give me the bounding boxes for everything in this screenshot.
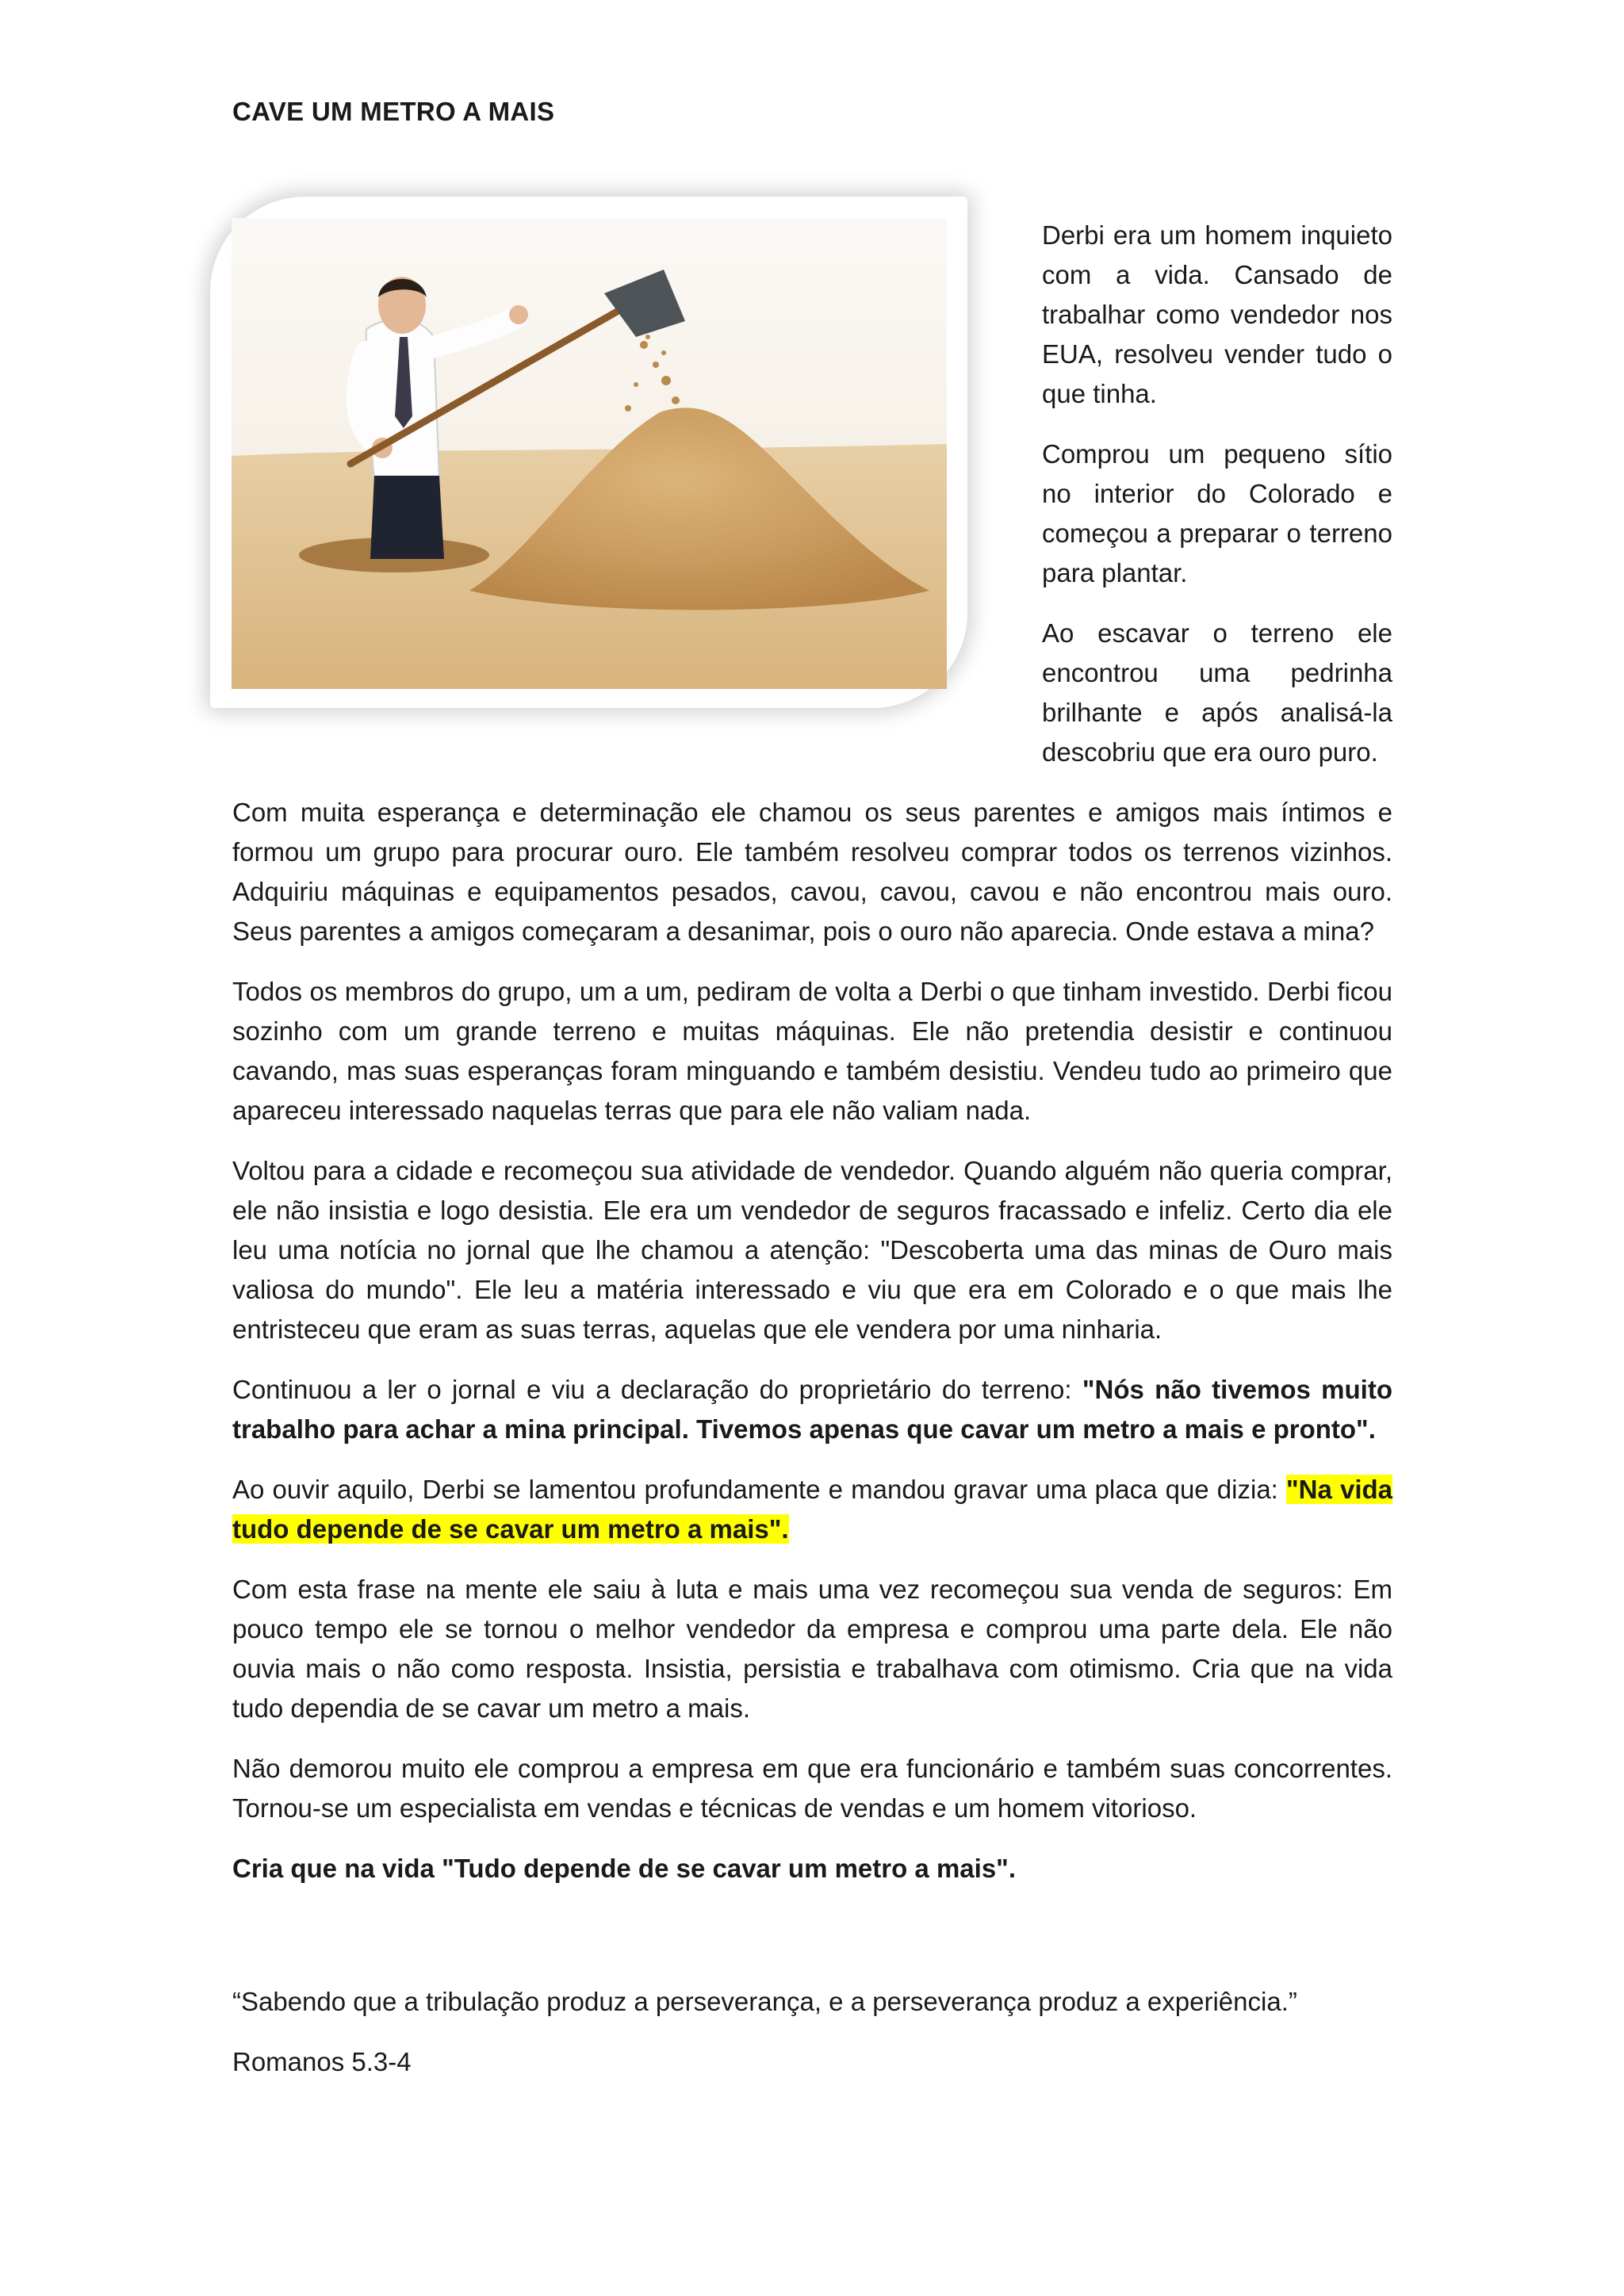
- intro-paragraph-1: Derbi era um homem inquieto com a vida. Cansado de trabalhar como vendedor nos EUA, resolveu vender tudo o que tinha.: [1042, 220, 1392, 408]
- bible-quote: [232, 1982, 1392, 2103]
- bible-quote-text: “Sabendo que a tribulação produz a perseverança, e a perseverança produz a experiência.”: [232, 1987, 1297, 2016]
- story-paragraph-6: Com esta frase na mente ele saiu à luta e mais uma vez recomeçou sua venda de seguros: Em pouco tempo ele se tornou o melhor vendedor da empresa e comprou uma parte dela. Ele não ouvia mais o não como resposta. Insistia, persistia e trabalhava com otimismo. Cria que na vida tudo dependia de se cavar um metro a mais.: [232, 1575, 1392, 1723]
- story-paragraph-7: Não demorou muito ele comprou a empresa em que era funcionário e também suas concorrentes. Tornou-se um especialista em vendas e técnicas de vendas e um homem vitorioso.: [232, 1754, 1392, 1823]
- man-digging-sand-photo-icon: [232, 218, 947, 689]
- story-paragraph-4: [232, 1370, 1392, 1449]
- story-body: [232, 793, 1392, 1909]
- page-title: CAVE UM METRO A MAIS: [232, 97, 555, 126]
- intro-paragraph-3: Ao escavar o terreno ele encontrou uma pedrinha brilhante e após analisá-la descobriu que era ouro puro.: [1042, 618, 1392, 767]
- bible-quote-reference: Romanos 5.3-4: [232, 2047, 412, 2076]
- story-paragraph-2: Todos os membros do grupo, um a um, pediram de volta a Derbi o que tinham investido. Derbi ficou sozinho com um grande terreno e muitas máquinas. Ele não pretendia desistir e continuou cavando, mas suas esperanças foram minguando e também desistiu. Vendeu tudo ao primeiro que apareceu interessado naquelas terras que para ele não valiam nada.: [232, 977, 1392, 1125]
- plaque-quote-highlight: "Na vida tudo depende de se cavar um metro a mais".: [232, 1475, 1393, 1544]
- intro-column: [1042, 216, 1392, 793]
- story-paragraph-3: Voltou para a cidade e recomeçou sua atividade de vendedor. Quando alguém não queria comprar, ele não insistia e logo desistia. Ele era um vendedor de seguros fracassado e infeliz. Certo dia ele leu uma notícia no jornal que lhe chamou a atenção: "Descoberta uma das minas de Ouro mais valiosa do mundo". Ele leu a matéria interessado e viu que era em Colorado e o que mais lhe entristeceu que eram as suas terras, aquelas que ele vendera por uma ninharia.: [232, 1156, 1392, 1344]
- story-paragraph-5: [232, 1470, 1392, 1549]
- plaque-intro: Ao ouvir aquilo, Derbi se lamentou profundamente e mandou gravar uma placa que dizia:: [232, 1475, 1286, 1504]
- owner-statement-quote: "Nós não tivemos muito trabalho para achar a mina principal. Tivemos apenas que cavar um metro a mais e pronto".: [232, 1375, 1392, 1444]
- story-conclusion: Cria que na vida "Tudo depende de se cavar um metro a mais".: [232, 1854, 1016, 1883]
- story-paragraph-1: Com muita esperança e determinação ele chamou os seus parentes e amigos mais íntimos e formou um grupo para procurar ouro. Ele também resolveu comprar todos os terrenos vizinhos. Adquiriu máquinas e equipamentos pesados, cavou, cavou, cavou e não encontrou mais ouro. Seus parentes a amigos começaram a desanimar, pois o ouro não aparecia. Onde estava a mina?: [232, 798, 1392, 946]
- owner-statement-intro: Continuou a ler o jornal e viu a declaração do proprietário do terreno:: [232, 1375, 1082, 1404]
- intro-paragraph-2: Comprou um pequeno sítio no interior do Colorado e começou a preparar o terreno para plantar.: [1042, 439, 1392, 587]
